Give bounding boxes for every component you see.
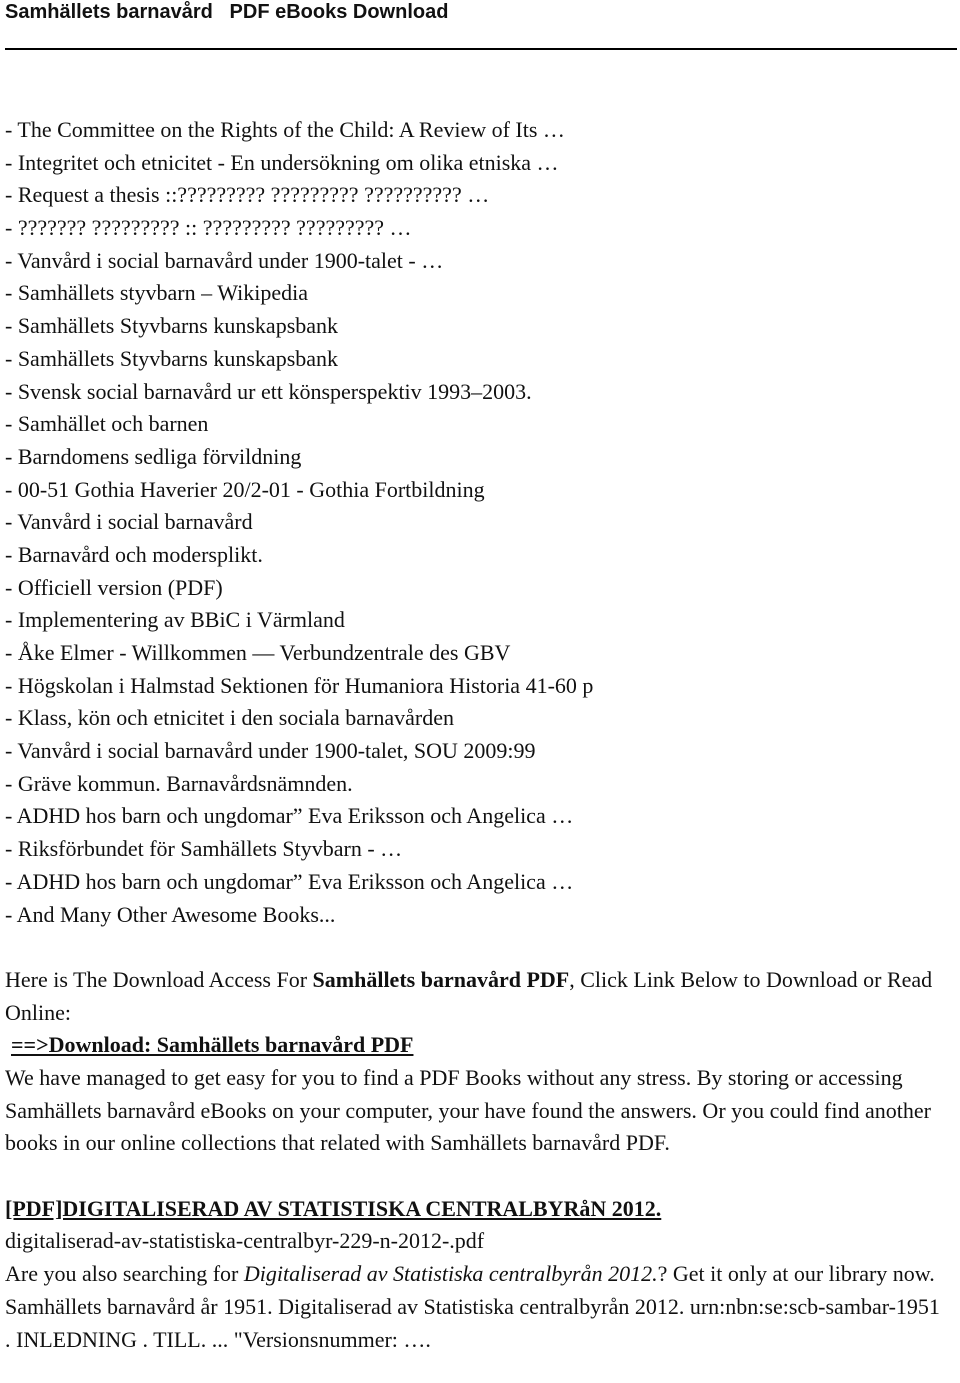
spacer bbox=[5, 1160, 950, 1193]
list-item[interactable]: - Implementering av BBiC i Värmland bbox=[5, 607, 345, 633]
download-intro bbox=[5, 964, 945, 1029]
list-item[interactable]: - Åke Elmer - Willkommen — Verbundzentrale des GBV bbox=[5, 640, 511, 665]
list-item[interactable]: - Samhället och barnen bbox=[5, 411, 209, 437]
list-item[interactable]: - Samhällets Styvbarns kunskapsbank bbox=[5, 313, 339, 339]
spacer bbox=[5, 931, 950, 964]
download-intro-bold: Samhällets barnavård PDF bbox=[312, 966, 570, 992]
list-item[interactable]: - 00-51 Gothia Haverier 20/2-01 - Gothia Fortbildning bbox=[5, 476, 485, 502]
list-item[interactable]: - Officiell version (PDF) bbox=[5, 574, 223, 600]
download-link[interactable]: ==>Download: Samhällets barnavård PDF bbox=[11, 1032, 414, 1058]
result-title-link[interactable]: [PDF]DIGITALISERAD AV STATISTISKA CENTRALBYRåN 2012. bbox=[5, 1195, 662, 1221]
result-entry bbox=[5, 1193, 945, 1357]
list-item[interactable]: - Request a thesis ::????????? ????????? ?????????? … bbox=[5, 182, 490, 208]
result-filename: digitaliserad-av-statistiska-centralbyr-229-n-2012-.pdf bbox=[5, 1228, 485, 1254]
download-link-row bbox=[5, 1029, 945, 1062]
page-header bbox=[5, 0, 955, 50]
main-content bbox=[5, 114, 950, 1356]
list-item[interactable]: - Gräve kommun. Barnavårdsnämnden. bbox=[5, 770, 353, 796]
list-item[interactable]: - Vanvård i social barnavård under 1900-talet - … bbox=[5, 247, 444, 273]
header-divider bbox=[5, 48, 957, 50]
download-paragraph: We have managed to get easy for you to find a PDF Books without any stress. By storing or accessing Samhällets barnavård eBooks on your computer, your have found the answers. Or you could find another books in our online collections that related with Samhällets barnavård PDF. bbox=[5, 1064, 931, 1156]
list-item[interactable]: - Klass, kön och etnicitet i den sociala barnavården bbox=[5, 705, 455, 731]
header-title: Samhällets barnavård PDF eBooks Download bbox=[5, 1, 449, 23]
result-description bbox=[5, 1258, 945, 1356]
list-item[interactable]: - Svensk social barnavård ur ett könsperspektiv 1993–2003. bbox=[5, 378, 532, 404]
list-item[interactable]: - ADHD hos barn och ungdomar” Eva Eriksson och Angelica … bbox=[5, 803, 574, 829]
result-desc-italic: Digitaliserad av Statistiska centralbyrån 2012. bbox=[243, 1261, 658, 1287]
list-item[interactable]: - Samhällets styvbarn – Wikipedia bbox=[5, 280, 308, 306]
download-intro-tail: , Click Link Below to Download or Read Online: bbox=[5, 966, 933, 1025]
download-intro-text: Here is The Download Access For bbox=[5, 966, 313, 992]
list-item[interactable]: - Vanvård i social barnavård bbox=[5, 509, 253, 535]
related-list bbox=[5, 114, 950, 931]
list-item[interactable]: - Högskolan i Halmstad Sektionen för Humaniora Historia 41-60 p bbox=[5, 672, 594, 698]
list-item[interactable]: - Barndomens sedliga förvildning bbox=[5, 443, 302, 469]
list-item[interactable]: - The Committee on the Rights of the Child: A Review of Its … bbox=[5, 117, 565, 142]
result-desc-text: Are you also searching for bbox=[5, 1261, 244, 1287]
list-item[interactable]: - Barnavård och modersplikt. bbox=[5, 541, 263, 567]
list-item[interactable]: - And Many Other Awesome Books... bbox=[5, 901, 336, 927]
result-desc-tail: ? Get it only at our library now. Samhällets barnavård år 1951. Digitaliserad av Statistiska centralbyrån 2012. urn:nbn:se:scb-sambar-1951 . INLEDNING . TILL. ... "Versionsnummer: …. bbox=[5, 1261, 940, 1352]
list-item[interactable]: - ADHD hos barn och ungdomar” Eva Eriksson och Angelica … bbox=[5, 868, 574, 894]
list-item[interactable]: - Samhällets Styvbarns kunskapsbank bbox=[5, 345, 339, 371]
list-item[interactable]: - ??????? ????????? :: ????????? ????????? … bbox=[5, 215, 412, 241]
list-item[interactable]: - Riksförbundet för Samhällets Styvbarn - … bbox=[5, 836, 403, 862]
list-item[interactable]: - Integritet och etnicitet - En undersökning om olika etniska … bbox=[5, 149, 559, 175]
list-item[interactable]: - Vanvård i social barnavård under 1900-talet, SOU 2009:99 bbox=[5, 738, 536, 764]
